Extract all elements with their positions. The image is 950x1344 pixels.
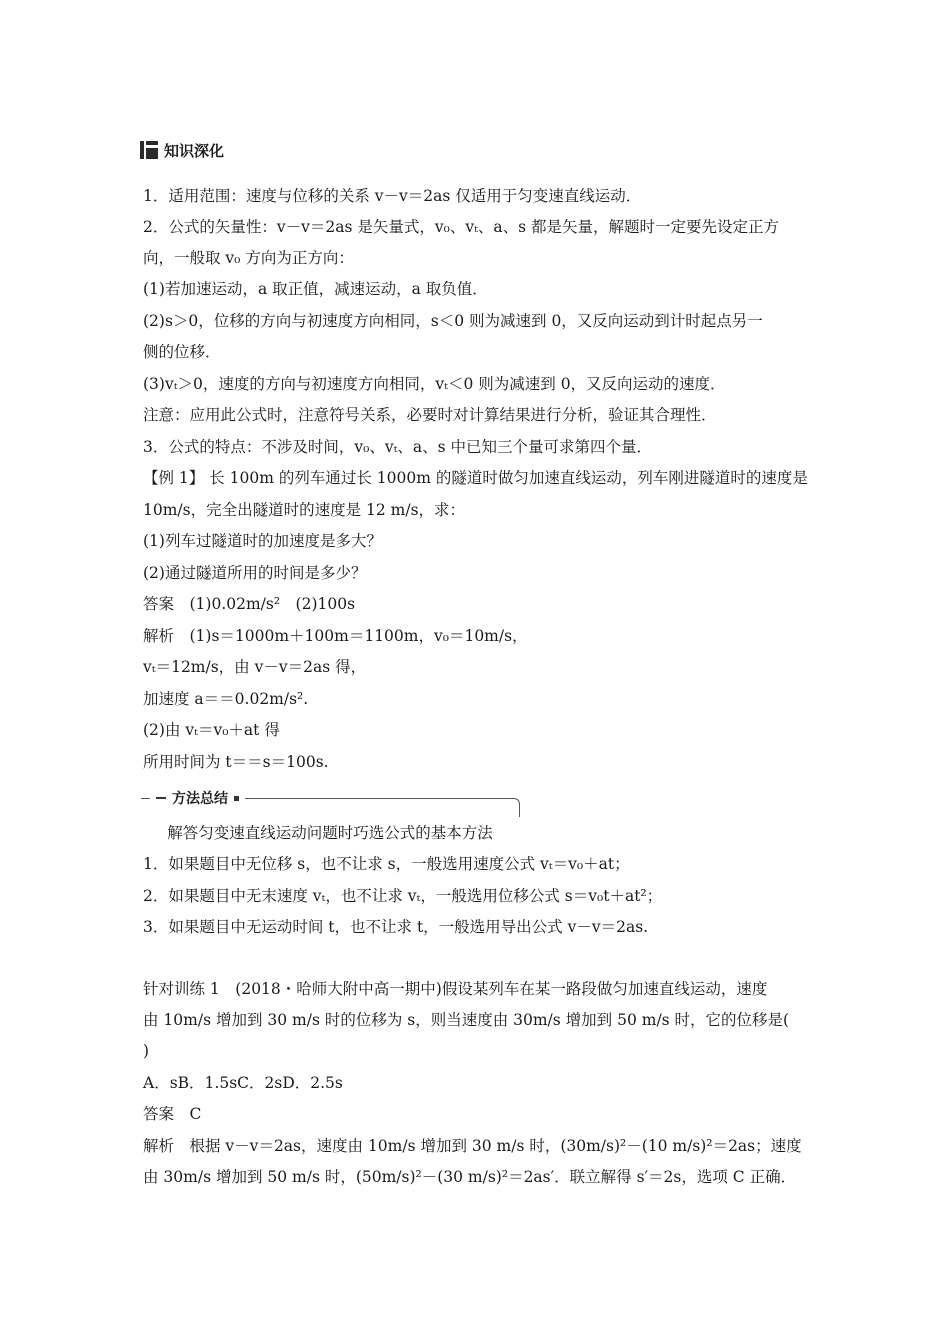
- method-item: 2．如果题目中无末速度 vₜ，也不让求 vₜ，一般选用位移公式 s＝v₀t＋at²；: [143, 887, 663, 905]
- section-icon: [140, 141, 158, 159]
- dash-icon: [156, 797, 166, 799]
- practice-title: 针对训练 1 (2018・哈师大附中高一期中)假设某列车在某一路段做匀加速直线运动，速度: [143, 980, 768, 998]
- example-title: 【例 1】 长 100m 的列车通过长 1000m 的隧道时做匀加速直线运动，列车刚进隧道时的速度是: [143, 469, 808, 487]
- section-title: 知识深化: [164, 141, 225, 160]
- text-line: 所用时间为 t＝＝s＝100s.: [143, 753, 329, 771]
- text-line: 由 10m/s 增加到 30 m/s 时的位移为 s，则当速度由 30m/s 增加到 50 m/s 时，它的位移是(: [143, 1011, 790, 1029]
- text-line: vₜ＝12m/s，由 v－v＝2as 得，: [143, 658, 367, 676]
- answer-line: 答案 C: [143, 1105, 202, 1123]
- method-summary-title: 方法总结: [172, 791, 228, 807]
- answer-line: 答案 (1)0.02m/s² (2)100s: [143, 595, 356, 613]
- text-line: 加速度 a＝＝0.02m/s².: [143, 690, 309, 708]
- text-line: 注意：应用此公式时，注意符号关系，必要时对计算结果进行分析，验证其合理性．: [143, 406, 717, 424]
- text-line: (2)由 vₜ＝v₀＋at 得: [143, 721, 280, 739]
- text-line: (3)vₜ＞0，速度的方向与初速度方向相同，vₜ＜0 则为减速到 0，又反向运动的速度．: [143, 375, 726, 393]
- text-line: 3．公式的特点：不涉及时间，v₀、vₜ、a、s 中已知三个量可求第四个量．: [143, 438, 653, 456]
- method-item: 1．如果题目中无位移 s，也不让求 s，一般选用速度公式 vₜ＝v₀＋at；: [143, 855, 630, 873]
- text-line: 10m/s，完全出隧道时的速度是 12 m/s，求：: [143, 501, 466, 519]
- options-line: A．sB．1.5sC．2sD．2.5s: [143, 1074, 343, 1092]
- method-heading: 解答匀变速直线运动问题时巧选公式的基本方法: [167, 824, 493, 842]
- analysis-line: 解析 (1)s＝1000m＋100m＝1100m，v₀＝10m/s，: [143, 627, 528, 645]
- method-summary-label: [150, 788, 245, 808]
- text-line: (2)s＞0，位移的方向与初速度方向相同，s＜0 则为减速到 0，又反向运动到计时起点另一: [143, 312, 763, 330]
- text-line: (1)若加速运动，a 取正值，减速运动，a 取负值．: [143, 280, 488, 298]
- text-line: 侧的位移．: [143, 343, 221, 361]
- question-item: (1)列车过隧道时的加速度是多大？: [143, 532, 382, 550]
- text-line: 由 30m/s 增加到 50 m/s 时，(50m/s)²－(30 m/s)²＝2as′．联立解得 s′＝2s，选项 C 正确．: [143, 1168, 797, 1186]
- question-item: (2)通过隧道所用的时间是多少？: [143, 564, 367, 582]
- analysis-line: 解析 根据 v－v＝2as，速度由 10m/s 增加到 30 m/s 时，(30m/s)²－(10 m/s)²＝2as；速度: [143, 1137, 802, 1155]
- text-line: 2．公式的矢量性：v－v＝2as 是矢量式，v₀、vₜ、a、s 都是矢量，解题时一定要先设定正方: [143, 218, 780, 236]
- text-line: 1．适用范围：速度与位移的关系 v－v＝2as 仅适用于匀变速直线运动．: [143, 187, 642, 205]
- text-line: 向，一般取 v₀ 方向为正方向：: [143, 249, 354, 267]
- method-item: 3．如果题目中无运动时间 t，也不让求 t，一般选用导出公式 v－v＝2as.: [143, 918, 649, 936]
- square-icon: [234, 796, 239, 801]
- section-header: [140, 138, 224, 162]
- text-line: ): [143, 1042, 150, 1060]
